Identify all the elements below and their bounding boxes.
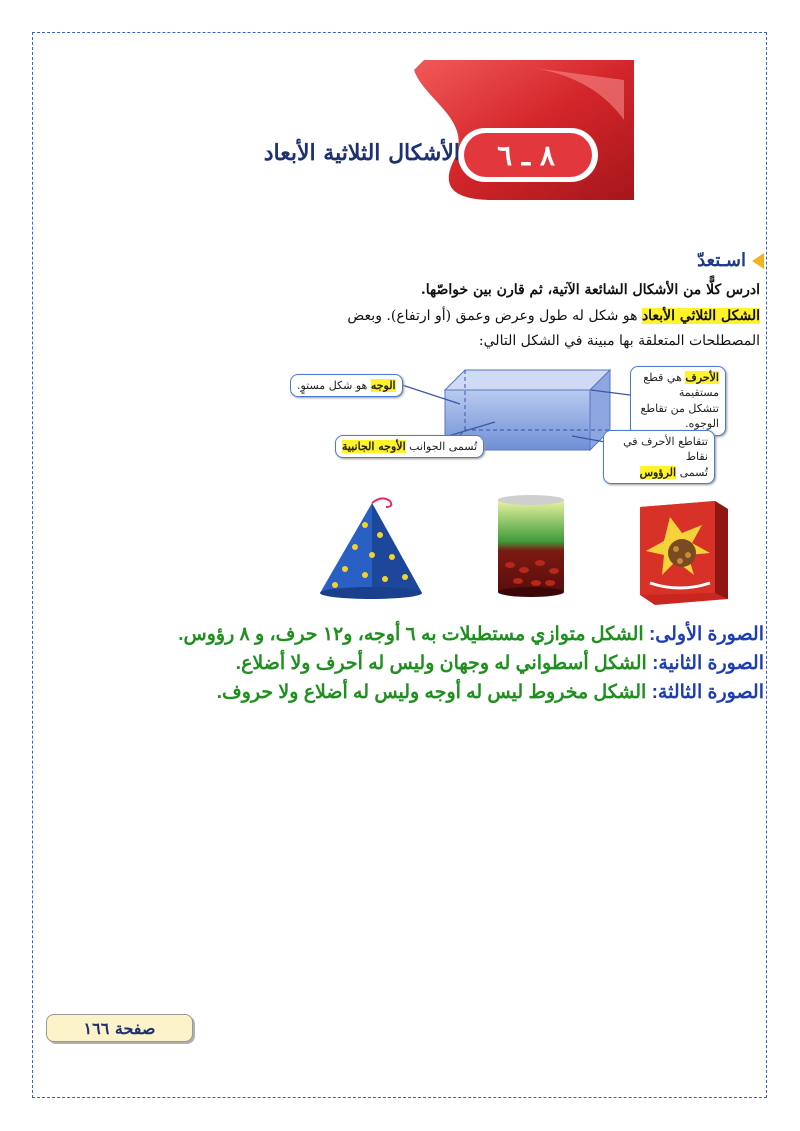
cereal-box-prism-image (640, 501, 728, 605)
callout-edges (630, 366, 726, 436)
solid-shapes-images (310, 495, 740, 605)
answer-text-1: الشكل متوازي مستطيلات به ٦ أوجه، و١٢ حرف، و ٨ رؤوس. (178, 624, 649, 645)
face-term: الوجه (370, 379, 396, 392)
lateral-text: تُسمى الجوانب (409, 440, 478, 453)
answer-line-2 (64, 649, 764, 678)
explore-instruction: ادرس كلًّا من الأشكال الشائعة الآتية، ثم قارن بين خواصّها. (420, 282, 760, 298)
definition-line-1 (347, 308, 760, 324)
callout-lateral-faces (335, 435, 484, 458)
answer-text-3: الشكل مخروط ليس له أوجه وليس له أضلاع ولا حروف. (216, 682, 652, 703)
callout-vertices (603, 430, 715, 484)
face-text: هو شكل مستوٍ. (297, 379, 368, 392)
answer-text-2: الشكل أسطواني له وجهان وليس له أحرف ولا أضلاع. (235, 653, 653, 674)
answer-label-1: الصورة الأولى: (648, 624, 764, 645)
page-number-badge: صفحة ١٦٦ (46, 1014, 193, 1042)
explore-heading (697, 250, 764, 271)
answer-label-3: الصورة الثالثة: (651, 682, 764, 703)
party-hat-cone-image (320, 498, 422, 599)
lesson-number: ٨ ـ ٦ (497, 138, 555, 172)
answers-block (64, 620, 764, 707)
answer-line-1 (64, 620, 764, 649)
can-cylinder-image (498, 495, 564, 597)
definition-text: هو شكل له طول وعرض وعمق (أو ارتفاع). وبعض (347, 308, 638, 324)
vertex-text-1: تتقاطع الأحرف في نقاط (623, 435, 708, 464)
lesson-banner (384, 60, 634, 200)
answer-line-3 (64, 678, 764, 707)
callout-face (290, 374, 403, 397)
triangle-bullet-icon (752, 253, 764, 269)
definition-term: الشكل الثلاثي الأبعاد (641, 308, 760, 324)
explore-heading-text: اسـتعدّ (697, 250, 746, 271)
definition-line-2: المصطلحات المتعلقة بها مبينة في الشكل التالي: (478, 333, 760, 349)
vertex-term: الرؤوس (639, 465, 677, 479)
answer-label-2: الصورة الثانية: (652, 653, 764, 674)
vertex-text-2: تُسمى (679, 465, 708, 479)
edge-text-1: هي قطع مستقيمة (643, 371, 719, 400)
edge-term: الأحرف (685, 371, 719, 384)
lateral-term: الأوجه الجانبية (342, 440, 406, 453)
lesson-title: الأشكال الثلاثية الأبعاد (263, 140, 460, 166)
prism-diagram (285, 360, 725, 490)
edge-text-2: تتشكل من تقاطع الوجوه. (640, 401, 719, 431)
